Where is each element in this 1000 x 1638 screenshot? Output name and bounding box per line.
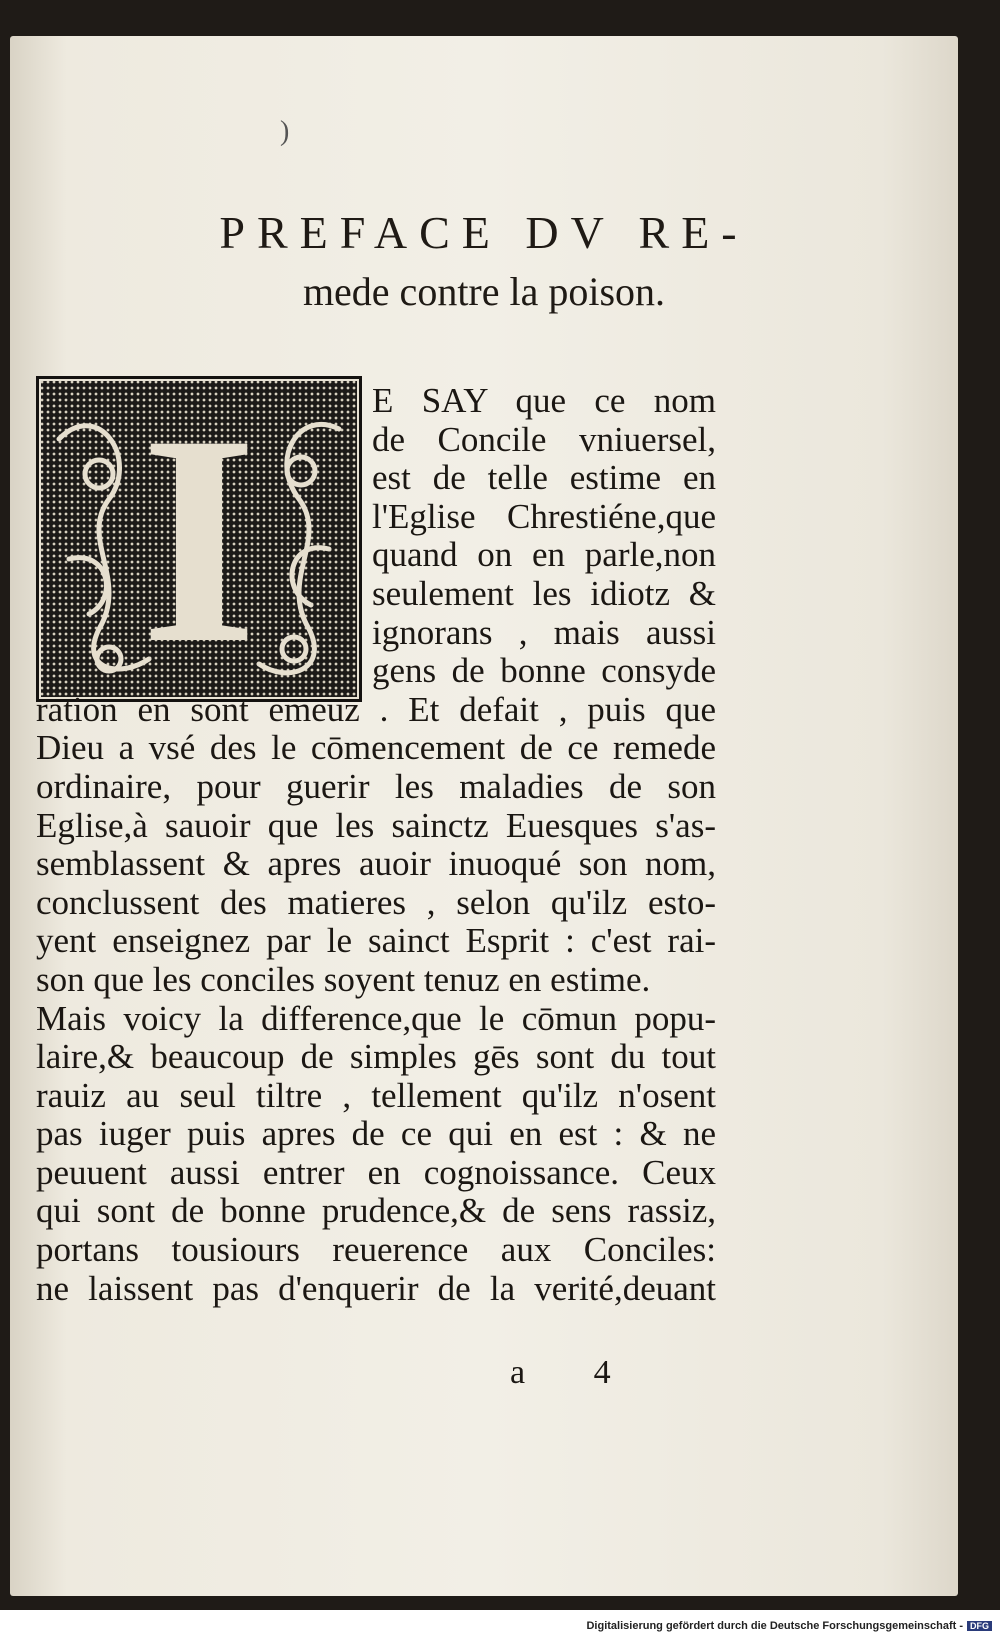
text-line: peuuent aussi entrer en cognoissance. Ceux bbox=[36, 1152, 716, 1192]
text-line: Eglise,à sauoir que les sainctz Euesques s'as- bbox=[36, 805, 716, 845]
initial-letter: I bbox=[140, 373, 258, 705]
dfg-logo: DFG bbox=[967, 1621, 992, 1631]
body-text bbox=[36, 382, 716, 1308]
text-line: gens de bonne consyde bbox=[372, 651, 716, 691]
text-line: laire,& beaucoup de simples gēs sont du tout bbox=[36, 1037, 716, 1077]
stray-mark: ) bbox=[280, 116, 290, 147]
page-title-line-1: PREFACE DV RE- bbox=[219, 207, 749, 258]
text-line: l'Eglise Chrestiéne,que bbox=[372, 496, 716, 536]
page-title-line-2: mede contre la poison. bbox=[302, 269, 666, 314]
text-line: Dieu a vsé des le cōmencement de ce remede bbox=[36, 728, 716, 768]
text-line: ration en sont emeuz . Et defait , puis que bbox=[36, 689, 716, 729]
digitization-credit bbox=[586, 1620, 992, 1632]
text-line: conclussent des matieres , selon qu'ilz esto- bbox=[36, 882, 716, 922]
text-line: seulement les idiotz & bbox=[372, 573, 716, 613]
book-page bbox=[10, 36, 958, 1596]
text-line: E SAY que ce nom bbox=[372, 381, 716, 420]
text-line: ne laissent pas d'enquerir de la verité,deuant bbox=[36, 1268, 716, 1308]
credit-text: Digitalisierung gefördert durch die Deutsche Forschungsgemeinschaft - bbox=[586, 1620, 963, 1632]
text-line: semblassent & apres auoir inuoqué son nom, bbox=[36, 844, 716, 884]
text-line: qui sont de bonne prudence,& de sens rassiz, bbox=[36, 1191, 716, 1231]
text-line: pas iuger puis apres de ce qui en est : & ne bbox=[36, 1114, 716, 1154]
text-line: de Concile vniuersel, bbox=[372, 419, 716, 459]
text-line: est de telle estime en bbox=[372, 458, 716, 498]
signature-mark: a 4 bbox=[510, 1354, 641, 1391]
text-line: ordinaire, pour guerir les maladies de son bbox=[36, 766, 716, 806]
text-line: portans tousiours reuerence aux Conciles: bbox=[36, 1230, 716, 1270]
text-line: yent enseignez par le sainct Esprit : c'est rai- bbox=[36, 921, 716, 961]
text-line: rauiz au seul tiltre , tellement qu'ilz n'osent bbox=[36, 1075, 716, 1115]
text-line: Mais voicy la difference,que le cōmun popu- bbox=[36, 998, 716, 1038]
text-line: ignorans , mais aussi bbox=[372, 612, 716, 652]
text-line: son que les conciles soyent tenuz en estime. bbox=[36, 959, 651, 999]
text-line: quand on en parle,non bbox=[372, 535, 716, 575]
